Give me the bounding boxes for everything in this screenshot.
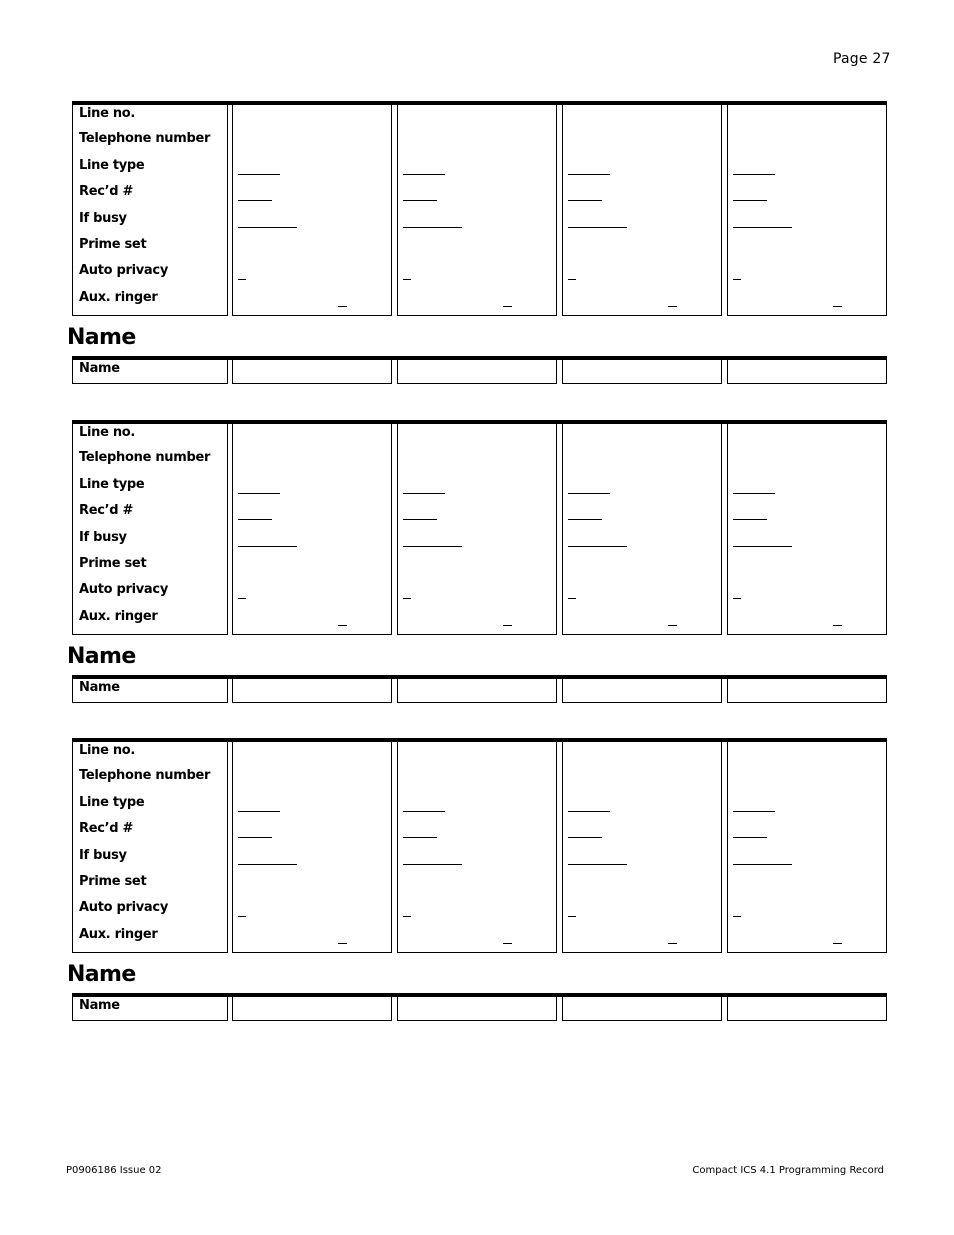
entry-field-aux-ringer[interactable]: [232, 289, 392, 316]
entry-field-line-no[interactable]: [232, 104, 392, 131]
blank-line: [238, 598, 246, 599]
row-label-text: Telephone number: [79, 450, 211, 466]
entry-field-line-no[interactable]: [562, 741, 722, 768]
blank-line: [733, 837, 767, 838]
blank-line: [733, 546, 792, 547]
entry-field-telephone-number[interactable]: [397, 130, 557, 157]
row-label-text: Telephone number: [79, 768, 211, 784]
entry-field-prime-set[interactable]: [562, 555, 722, 582]
blank-line: [403, 493, 445, 494]
entry-field-recd[interactable]: [397, 502, 557, 529]
row-label-recd: [72, 183, 228, 210]
blank-line: [568, 811, 610, 812]
blank-line: [403, 174, 445, 175]
entry-field-aux-ringer[interactable]: [727, 926, 887, 953]
name-entry-field[interactable]: [562, 996, 722, 1021]
blank-line: [338, 943, 347, 944]
entry-field-line-no[interactable]: [232, 423, 392, 450]
entry-field-if-busy[interactable]: [397, 210, 557, 237]
row-label-text: Line type: [79, 794, 145, 810]
entry-field-if-busy[interactable]: [562, 210, 722, 237]
row-label-line-no: [72, 104, 228, 131]
blank-line: [403, 227, 462, 228]
row-label-if-busy: [72, 210, 228, 237]
blank-line: [238, 916, 246, 917]
entry-field-line-no[interactable]: [727, 104, 887, 131]
name-entry-field[interactable]: [727, 996, 887, 1021]
blank-line: [568, 493, 610, 494]
row-label-text: Rec’d #: [79, 503, 134, 519]
row-label-text: Telephone number: [79, 131, 211, 147]
name-entry-field[interactable]: [397, 359, 557, 384]
name-entry-field[interactable]: [232, 678, 392, 703]
entry-field-aux-ringer[interactable]: [232, 926, 392, 953]
entry-field-recd[interactable]: [727, 183, 887, 210]
footer-document-title: Compact ICS 4.1 Programming Record: [692, 1165, 884, 1176]
entry-field-telephone-number[interactable]: [562, 449, 722, 476]
entry-field-recd[interactable]: [727, 502, 887, 529]
row-label-recd: [72, 820, 228, 847]
blank-line: [403, 916, 411, 917]
entry-field-recd[interactable]: [397, 820, 557, 847]
row-label-text: If busy: [79, 847, 127, 863]
entry-field-if-busy[interactable]: [727, 847, 887, 874]
row-label-text: Line no.: [79, 106, 136, 121]
blank-line: [403, 864, 462, 865]
name-entry-field[interactable]: [397, 678, 557, 703]
row-label-aux-ringer: [72, 926, 228, 953]
entry-field-auto-privacy[interactable]: [562, 899, 722, 926]
entry-field-auto-privacy[interactable]: [397, 262, 557, 289]
entry-field-telephone-number[interactable]: [397, 449, 557, 476]
blank-line: [568, 864, 627, 865]
entry-field-line-type[interactable]: [727, 476, 887, 503]
row-label-text: Prime set: [79, 556, 147, 571]
entry-field-auto-privacy[interactable]: [232, 262, 392, 289]
entry-field-line-no[interactable]: [232, 741, 392, 768]
row-label-text: Auto privacy: [79, 263, 168, 279]
entry-field-line-type[interactable]: [232, 476, 392, 503]
entry-field-auto-privacy[interactable]: [562, 262, 722, 289]
row-label-prime-set: [72, 555, 228, 582]
name-entry-field[interactable]: [562, 359, 722, 384]
blank-line: [403, 837, 437, 838]
entry-field-auto-privacy[interactable]: [562, 581, 722, 608]
row-label-text: Line no.: [79, 743, 136, 758]
entry-field-prime-set[interactable]: [397, 236, 557, 263]
entry-field-line-no[interactable]: [397, 741, 557, 768]
entry-field-telephone-number[interactable]: [727, 130, 887, 157]
row-label-name: [72, 678, 228, 703]
entry-field-if-busy[interactable]: [562, 529, 722, 556]
entry-field-line-type[interactable]: [562, 476, 722, 503]
entry-field-telephone-number[interactable]: [232, 449, 392, 476]
entry-field-auto-privacy[interactable]: [727, 262, 887, 289]
row-label-text: Auto privacy: [79, 582, 168, 598]
entry-field-recd[interactable]: [562, 820, 722, 847]
blank-line: [238, 811, 280, 812]
blank-line: [338, 306, 347, 307]
row-label-prime-set: [72, 236, 228, 263]
row-label-text: Rec’d #: [79, 821, 134, 837]
row-label-text: Name: [79, 680, 120, 696]
row-label-auto-privacy: [72, 262, 228, 289]
blank-line: [568, 519, 602, 520]
entry-field-recd[interactable]: [397, 183, 557, 210]
blank-line: [668, 943, 677, 944]
entry-field-prime-set[interactable]: [727, 236, 887, 263]
entry-field-prime-set[interactable]: [232, 236, 392, 263]
entry-field-auto-privacy[interactable]: [397, 899, 557, 926]
entry-field-telephone-number[interactable]: [232, 767, 392, 794]
entry-field-if-busy[interactable]: [232, 210, 392, 237]
entry-field-if-busy[interactable]: [562, 847, 722, 874]
blank-line: [238, 227, 297, 228]
blank-line: [238, 837, 272, 838]
blank-line: [403, 519, 437, 520]
blank-line: [568, 916, 576, 917]
blank-line: [403, 598, 411, 599]
entry-field-prime-set[interactable]: [727, 555, 887, 582]
name-entry-field[interactable]: [562, 678, 722, 703]
entry-field-recd[interactable]: [727, 820, 887, 847]
blank-line: [568, 174, 610, 175]
entry-field-line-type[interactable]: [397, 157, 557, 184]
entry-field-line-type[interactable]: [727, 794, 887, 821]
blank-line: [238, 200, 272, 201]
entry-field-aux-ringer[interactable]: [562, 289, 722, 316]
entry-field-telephone-number[interactable]: [232, 130, 392, 157]
blank-line: [733, 174, 775, 175]
entry-field-aux-ringer[interactable]: [727, 289, 887, 316]
entry-field-auto-privacy[interactable]: [232, 899, 392, 926]
footer-document-id: P0906186 Issue 02: [66, 1165, 162, 1176]
section-heading-name: Name: [67, 962, 136, 988]
entry-field-if-busy[interactable]: [397, 529, 557, 556]
blank-line: [238, 519, 272, 520]
entry-field-line-no[interactable]: [397, 104, 557, 131]
name-entry-field[interactable]: [397, 996, 557, 1021]
row-label-text: Auto privacy: [79, 900, 168, 916]
blank-line: [733, 279, 741, 280]
entry-field-line-no[interactable]: [562, 423, 722, 450]
row-label-telephone-number: [72, 130, 228, 157]
name-entry-field[interactable]: [232, 359, 392, 384]
entry-field-if-busy[interactable]: [397, 847, 557, 874]
entry-field-line-type[interactable]: [562, 794, 722, 821]
row-label-text: Aux. ringer: [79, 608, 158, 624]
blank-line: [668, 625, 677, 626]
blank-line: [238, 279, 246, 280]
entry-field-aux-ringer[interactable]: [562, 926, 722, 953]
blank-line: [733, 598, 741, 599]
entry-field-recd[interactable]: [232, 502, 392, 529]
entry-field-recd[interactable]: [562, 183, 722, 210]
entry-field-aux-ringer[interactable]: [397, 608, 557, 635]
entry-field-auto-privacy[interactable]: [727, 581, 887, 608]
entry-field-telephone-number[interactable]: [397, 767, 557, 794]
row-label-name: [72, 359, 228, 384]
row-label-text: Name: [79, 998, 120, 1014]
entry-field-aux-ringer[interactable]: [232, 608, 392, 635]
blank-line: [503, 625, 512, 626]
blank-line: [833, 943, 842, 944]
entry-field-if-busy[interactable]: [727, 529, 887, 556]
name-entry-field[interactable]: [727, 359, 887, 384]
blank-line: [568, 546, 627, 547]
row-label-text: Name: [79, 361, 120, 377]
entry-field-line-type[interactable]: [397, 794, 557, 821]
entry-field-aux-ringer[interactable]: [562, 608, 722, 635]
entry-field-aux-ringer[interactable]: [397, 289, 557, 316]
entry-field-telephone-number[interactable]: [727, 767, 887, 794]
blank-line: [733, 493, 775, 494]
entry-field-prime-set[interactable]: [397, 555, 557, 582]
blank-line: [833, 306, 842, 307]
entry-field-auto-privacy[interactable]: [232, 581, 392, 608]
blank-line: [733, 200, 767, 201]
row-label-text: Line type: [79, 476, 145, 492]
blank-line: [403, 200, 437, 201]
blank-line: [833, 625, 842, 626]
blank-line: [668, 306, 677, 307]
entry-field-telephone-number[interactable]: [727, 449, 887, 476]
blank-line: [403, 811, 445, 812]
row-label-text: Rec’d #: [79, 184, 134, 200]
row-label-aux-ringer: [72, 289, 228, 316]
row-label-auto-privacy: [72, 899, 228, 926]
entry-field-prime-set[interactable]: [562, 236, 722, 263]
entry-field-telephone-number[interactable]: [562, 130, 722, 157]
row-label-prime-set: [72, 873, 228, 900]
entry-field-aux-ringer[interactable]: [397, 926, 557, 953]
entry-field-line-type[interactable]: [397, 476, 557, 503]
blank-line: [238, 493, 280, 494]
blank-line: [733, 811, 775, 812]
page-number: Page 27: [833, 51, 891, 67]
entry-field-auto-privacy[interactable]: [397, 581, 557, 608]
entry-field-line-type[interactable]: [562, 157, 722, 184]
row-label-recd: [72, 502, 228, 529]
blank-line: [238, 864, 297, 865]
row-label-text: Prime set: [79, 874, 147, 889]
row-label-line-type: [72, 476, 228, 503]
entry-field-line-no[interactable]: [727, 741, 887, 768]
row-label-text: Line no.: [79, 425, 136, 440]
entry-field-line-no[interactable]: [727, 423, 887, 450]
row-label-telephone-number: [72, 767, 228, 794]
section-heading-name: Name: [67, 644, 136, 670]
row-label-auto-privacy: [72, 581, 228, 608]
row-label-text: Line type: [79, 157, 145, 173]
entry-field-line-no[interactable]: [397, 423, 557, 450]
blank-line: [568, 279, 576, 280]
entry-field-line-type[interactable]: [232, 794, 392, 821]
entry-field-recd[interactable]: [232, 183, 392, 210]
blank-line: [568, 200, 602, 201]
entry-field-if-busy[interactable]: [727, 210, 887, 237]
row-label-telephone-number: [72, 449, 228, 476]
entry-field-prime-set[interactable]: [397, 873, 557, 900]
blank-line: [568, 227, 627, 228]
blank-line: [568, 837, 602, 838]
row-label-if-busy: [72, 529, 228, 556]
row-label-text: Prime set: [79, 237, 147, 252]
entry-field-recd[interactable]: [232, 820, 392, 847]
entry-field-if-busy[interactable]: [232, 529, 392, 556]
row-label-text: Aux. ringer: [79, 289, 158, 305]
entry-field-line-no[interactable]: [562, 104, 722, 131]
blank-line: [403, 279, 411, 280]
blank-line: [238, 546, 297, 547]
entry-field-telephone-number[interactable]: [562, 767, 722, 794]
blank-line: [403, 546, 462, 547]
row-label-line-no: [72, 423, 228, 450]
blank-line: [238, 174, 280, 175]
blank-line: [503, 943, 512, 944]
blank-line: [568, 598, 576, 599]
row-label-line-type: [72, 794, 228, 821]
blank-line: [733, 519, 767, 520]
row-label-text: Aux. ringer: [79, 926, 158, 942]
section-heading-name: Name: [67, 325, 136, 351]
blank-line: [503, 306, 512, 307]
entry-field-prime-set[interactable]: [232, 873, 392, 900]
entry-field-line-type[interactable]: [727, 157, 887, 184]
entry-field-aux-ringer[interactable]: [727, 608, 887, 635]
name-entry-field[interactable]: [727, 678, 887, 703]
blank-line: [733, 864, 792, 865]
blank-line: [733, 227, 792, 228]
row-label-if-busy: [72, 847, 228, 874]
blank-line: [733, 916, 741, 917]
row-label-line-no: [72, 741, 228, 768]
row-label-text: If busy: [79, 529, 127, 545]
blank-line: [338, 625, 347, 626]
row-label-aux-ringer: [72, 608, 228, 635]
entry-field-prime-set[interactable]: [562, 873, 722, 900]
row-label-line-type: [72, 157, 228, 184]
entry-field-if-busy[interactable]: [232, 847, 392, 874]
row-label-name: [72, 996, 228, 1021]
entry-field-recd[interactable]: [562, 502, 722, 529]
entry-field-line-type[interactable]: [232, 157, 392, 184]
name-entry-field[interactable]: [232, 996, 392, 1021]
entry-field-prime-set[interactable]: [232, 555, 392, 582]
row-label-text: If busy: [79, 210, 127, 226]
entry-field-auto-privacy[interactable]: [727, 899, 887, 926]
entry-field-prime-set[interactable]: [727, 873, 887, 900]
